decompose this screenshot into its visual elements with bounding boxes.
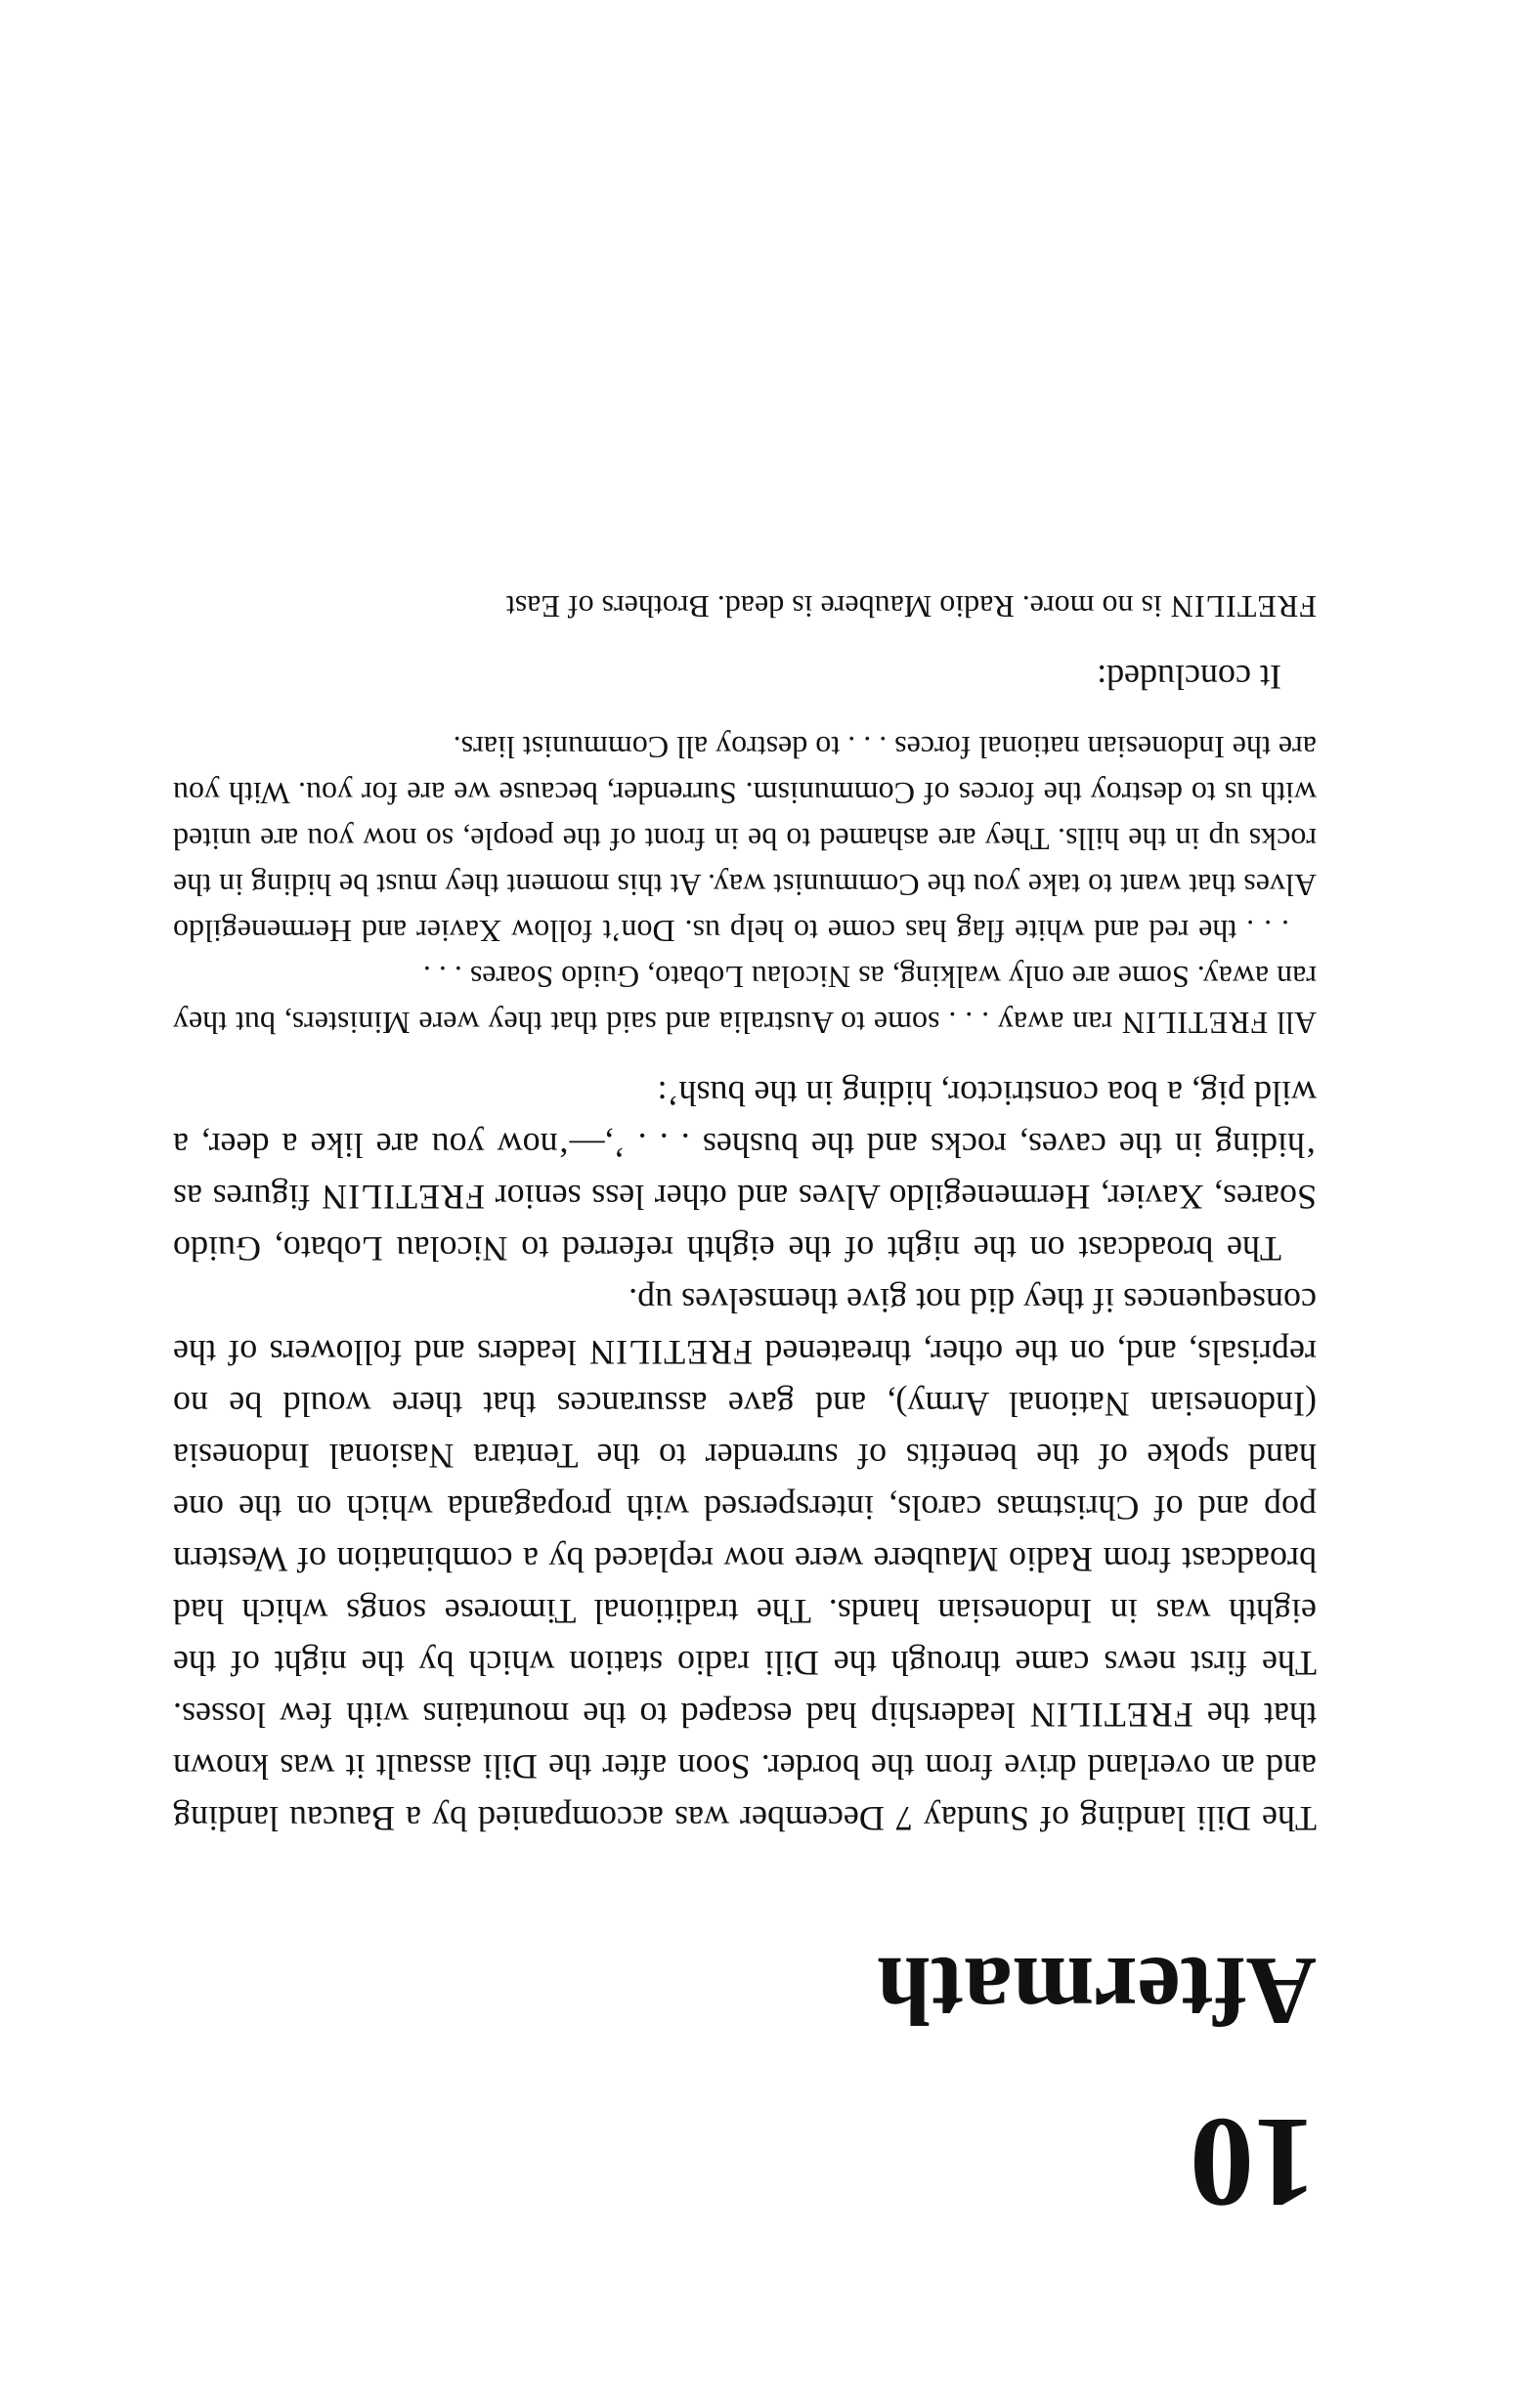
paragraph-2 — [173, 1067, 1317, 1274]
page-content — [172, 562, 1317, 2235]
fretilin-term: FRETILIN — [1121, 1006, 1269, 1041]
paragraph-1-text-b: leadership had escaped to the mountains with few losses. The first news came through the Dili radio station which by the night of the eighth was in Indonesian hands. The traditional Timorese songs which had broadcast from Radio Maubere were now replaced by a combination of Western pop and of Christmas carols, interspersed with propaganda which on the one hand spoke of the benefits of surrender to the Tentara Nasional Indonesia (Indonesian National Army), and gave assurances that there would be no reprisals, and, on the other, threatened — [172, 1333, 1317, 1735]
paragraph-3: It concluded: — [1097, 658, 1281, 697]
block-quote-conclusion — [173, 583, 1317, 629]
quote-conclusion-text — [173, 583, 1317, 629]
paragraph-1-text-c: leaders and followers of the consequences if they did not give themselves up. — [173, 1281, 1317, 1372]
chapter-number: 10 — [1192, 2091, 1317, 2235]
paragraph-1-text-a: The Dili landing of Sunday 7 December was accompanied by a Baucau landing and an overland drive from the border. Soon after the Dili assault it was known that the — [173, 1696, 1317, 1838]
paragraph-2-text-a: The broadcast on the night of the eighth referred to Nicolau Lobato, Guido Soares, Xavier, Hermenegildo Alves and other less senior — [173, 1178, 1317, 1268]
quote-text-a: All — [1268, 1006, 1317, 1041]
fretilin-term: FRETILIN — [588, 1333, 754, 1372]
fretilin-term: FRETILIN — [1028, 1696, 1193, 1735]
chapter-title: Aftermath — [877, 1937, 1317, 2045]
quote-conclusion-rest: is no more. Radio Maubere is dead. Brothers of East — [505, 589, 1170, 624]
paragraph-1 — [173, 1274, 1317, 1844]
chapter-body — [173, 583, 1317, 1844]
quote-paragraph-1 — [173, 954, 1317, 1046]
quote-paragraph-2: . . . the red and white flag has come to help us. Don’t follow Xavier and Hermenegildo Alves that want to take you the Communist way. At this moment they must be hiding in the rocks up in the hills. They are ashamed to be in front of the people, so now you are united with us to destroy the forces of Communism. Surrender, because we are for you. With you are the Indonesian national forces . . . to destroy all Communist liars. — [173, 730, 1317, 949]
paragraph-2-text-b: figures as ‘hiding in the caves, rocks and the bushes . . . ’,—‘now you are like a deer, a wild pig, a boa constrictor, hiding in the bush’: — [173, 1074, 1317, 1217]
block-quote-broadcast — [173, 724, 1317, 1046]
quote-text-b: ran away . . . some to Australia and said that they were Ministers, but they ran away. Some are only walking, as Nicolau Lobato, Guido Soares . . . — [172, 960, 1317, 1041]
fretilin-term: FRETILIN — [1169, 589, 1317, 624]
fretilin-term: FRETILIN — [321, 1178, 486, 1217]
